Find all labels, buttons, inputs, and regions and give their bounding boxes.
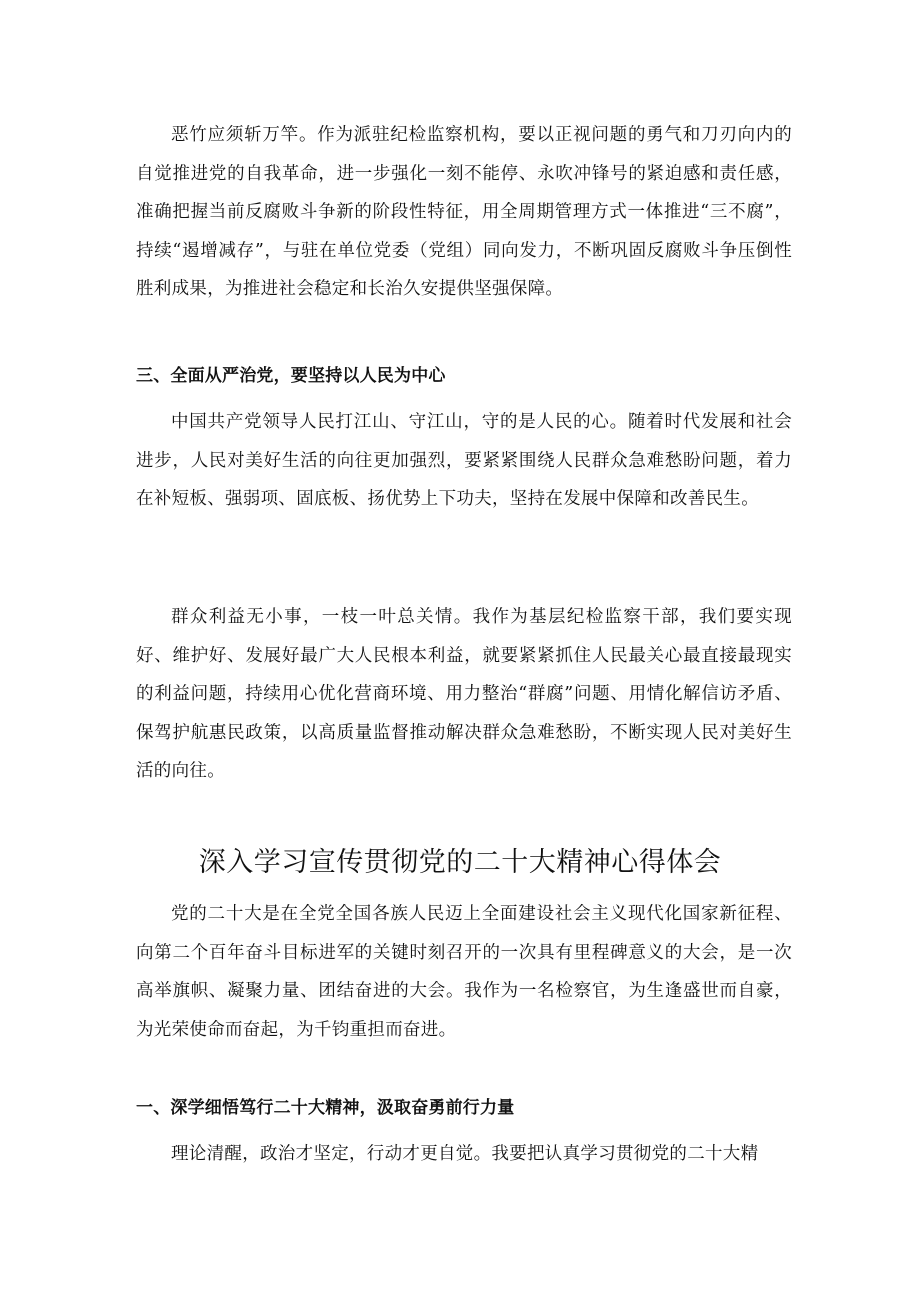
- paragraph-anti-corruption: [136, 116, 792, 309]
- section-heading-three: [136, 361, 792, 391]
- paragraph-mass-interests: [136, 598, 792, 791]
- paragraph-text: 理论清醒，政治才坚定，行动才更自觉。我要把认真学习贯彻党的二十大精: [171, 1144, 759, 1164]
- document-title: 深入学习宣传贯彻党的二十大精神心得体会: [198, 847, 722, 878]
- section-heading-text: 一、深学细悟笃行二十大精神，汲取奋勇前行力量: [136, 1098, 515, 1118]
- paragraph-text: 中国共产党领导人民打江山、守江山，守的是人民的心。随着时代发展和社会进步，人民对美好生活的向往更加强烈，要紧紧围绕人民群众急难愁盼问题，着力在补短板、强弱项、固底板、扬优势上下功夫，坚持在发展中保障和改善民生。: [136, 412, 792, 509]
- paragraph-text: 党的二十大是在全党全国各族人民迈上全面建设社会主义现代化国家新征程、向第二个百年奋斗目标进军的关键时刻召开的一次具有里程碑意义的大会，是一次高举旗帜、凝聚力量、团结奋进的大会。我作为一名检察官，为生逢盛世而自豪，为光荣使命而奋起，为千钧重担而奋进。: [136, 904, 792, 1040]
- section-heading-text: 三、全面从严治党，要坚持以人民为中心: [136, 366, 446, 386]
- paragraph-congress-intro: [136, 895, 792, 1049]
- paragraph-text: 恶竹应须斩万竿。作为派驻纪检监察机构，要以正视问题的勇气和刀刃向内的自觉推进党的自我革命，进一步强化一刻不能停、永吹冲锋号的紧迫感和责任感，准确把握当前反腐败斗争新的阶段性特征，用全周期管理方式一体推进“三不腐”，持续“遏增减存”，与驻在单位党委（党组）同向发力，不断巩固反腐败斗争压倒性胜利成果，为推进社会稳定和长治久安提供坚强保障。: [136, 125, 792, 299]
- paragraph-text: 群众利益无小事，一枝一叶总关情。我作为基层纪检监察干部，我们要实现好、维护好、发展好最广大人民根本利益，就要紧紧抓住人民最关心最直接最现实的利益问题，持续用心优化营商环境、用力整治“群腐”问题、用情化解信访矛盾、保驾护航惠民政策，以高质量监督推动解决群众急难愁盼，不断实现人民对美好生活的向往。: [136, 607, 792, 781]
- paragraph-theory-clarity: [136, 1135, 792, 1174]
- section-heading-one: [136, 1093, 792, 1123]
- paragraph-people-centered: [136, 403, 792, 519]
